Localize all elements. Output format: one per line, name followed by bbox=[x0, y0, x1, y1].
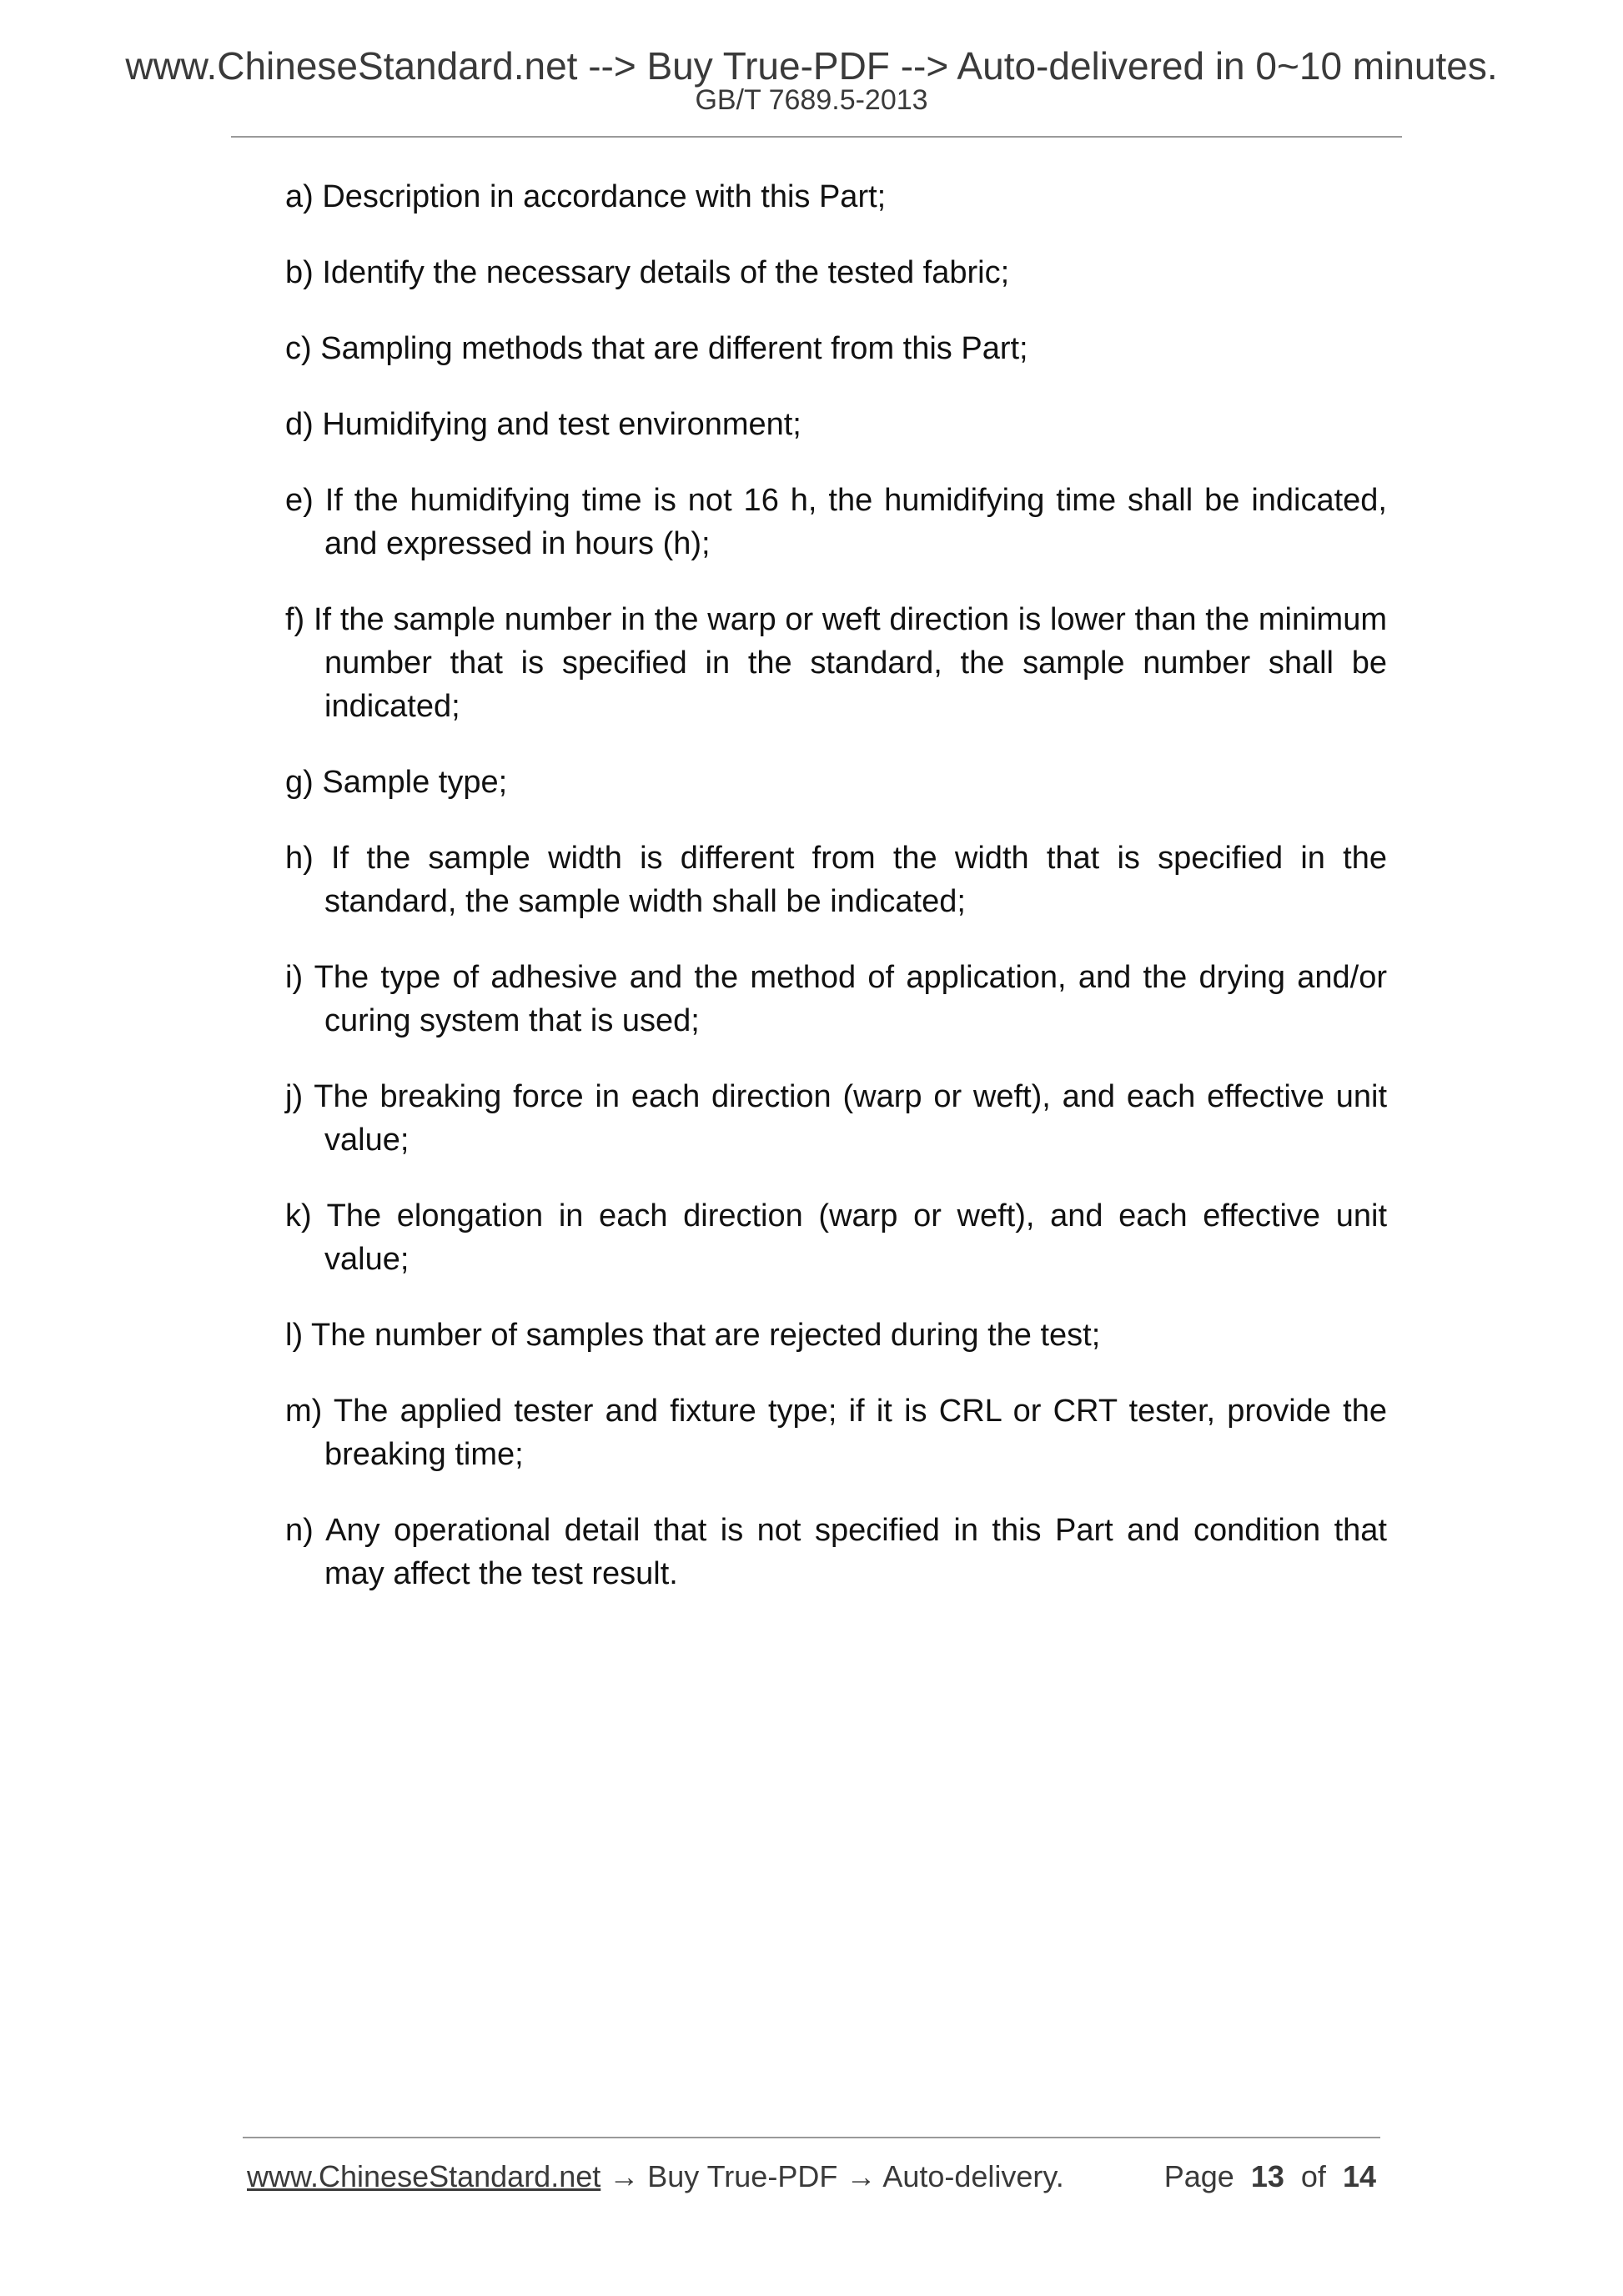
of-word: of bbox=[1300, 2159, 1326, 2193]
list-item-text: The type of adhesive and the method of application, and the drying and/or curing system that is used; bbox=[314, 960, 1388, 1038]
list-item bbox=[285, 479, 1387, 565]
list-item bbox=[285, 1509, 1387, 1595]
list-item-text: The elongation in each direction (warp or weft), and each effective unit value; bbox=[324, 1198, 1387, 1277]
list-item-label: h) bbox=[285, 841, 314, 876]
list-item-text: Description in accordance with this Part; bbox=[322, 179, 887, 214]
list-item-text: Sampling methods that are different from this Part; bbox=[320, 331, 1028, 366]
page-indicator bbox=[1164, 2158, 1376, 2195]
list-item-text: Any operational detail that is not specified in this Part and condition that may affect the test result. bbox=[324, 1513, 1387, 1591]
list-item-label: b) bbox=[285, 255, 314, 290]
list-item bbox=[285, 1389, 1387, 1476]
list-item-label: n) bbox=[285, 1513, 314, 1548]
list-item bbox=[285, 251, 1387, 294]
list-item-text: The number of samples that are rejected during the test; bbox=[310, 1318, 1101, 1353]
standard-code: GB/T 7689.5-2013 bbox=[695, 84, 928, 116]
list-item-label: c) bbox=[285, 331, 312, 366]
list-item-text: The breaking force in each direction (warp or weft), and each effective unit value; bbox=[314, 1079, 1388, 1158]
page-word: Page bbox=[1163, 2159, 1234, 2193]
footer-tagline-text: → Buy True-PDF → Auto-delivery. bbox=[600, 2159, 1064, 2193]
list-item bbox=[285, 1075, 1387, 1162]
list-item bbox=[285, 1194, 1387, 1281]
list-item bbox=[285, 956, 1387, 1042]
list-item bbox=[285, 403, 1387, 446]
footer-divider bbox=[243, 2137, 1380, 2138]
list-item bbox=[285, 175, 1387, 219]
list-item-label: d) bbox=[285, 407, 314, 442]
list-item-text: If the humidifying time is not 16 h, the humidifying time shall be indicated, and expressed in hours (h); bbox=[324, 483, 1387, 561]
report-items-list bbox=[285, 175, 1387, 1628]
list-item-label: f) bbox=[285, 602, 305, 637]
top-banner: www.ChineseStandard.net --> Buy True-PDF --> Auto-delivered in 0~10 minutes. bbox=[125, 44, 1498, 88]
list-item-label: j) bbox=[285, 1079, 304, 1114]
list-item bbox=[285, 1314, 1387, 1357]
header-divider bbox=[231, 136, 1402, 138]
list-item bbox=[285, 761, 1387, 804]
list-item-label: m) bbox=[285, 1394, 323, 1429]
list-item bbox=[285, 598, 1387, 728]
list-item-text: Sample type; bbox=[322, 765, 508, 800]
page-current: 13 bbox=[1250, 2159, 1284, 2193]
list-item-text: The applied tester and fixture type; if it is CRL or CRT tester, provide the breaking time; bbox=[324, 1394, 1387, 1472]
list-item-label: k) bbox=[285, 1198, 312, 1233]
footer-site-link[interactable]: www.ChineseStandard.net bbox=[247, 2159, 601, 2193]
list-item bbox=[285, 837, 1387, 923]
list-item-text: If the sample number in the warp or weft direction is lower than the minimum number that is specified in the standard, the sample number shall be indicated; bbox=[313, 602, 1387, 724]
list-item-label: i) bbox=[285, 960, 304, 995]
list-item-label: e) bbox=[285, 483, 314, 518]
list-item-label: a) bbox=[285, 179, 314, 214]
list-item-label: l) bbox=[285, 1318, 304, 1353]
page-total: 14 bbox=[1342, 2159, 1376, 2193]
footer-tagline bbox=[247, 2158, 1064, 2195]
list-item-text: Humidifying and test environment; bbox=[322, 407, 801, 442]
list-item-text: If the sample width is different from the width that is specified in the standard, the sample width shall be indicated; bbox=[324, 841, 1387, 919]
list-item bbox=[285, 327, 1387, 370]
list-item-label: g) bbox=[285, 765, 314, 800]
list-item-text: Identify the necessary details of the tested fabric; bbox=[322, 255, 1010, 290]
